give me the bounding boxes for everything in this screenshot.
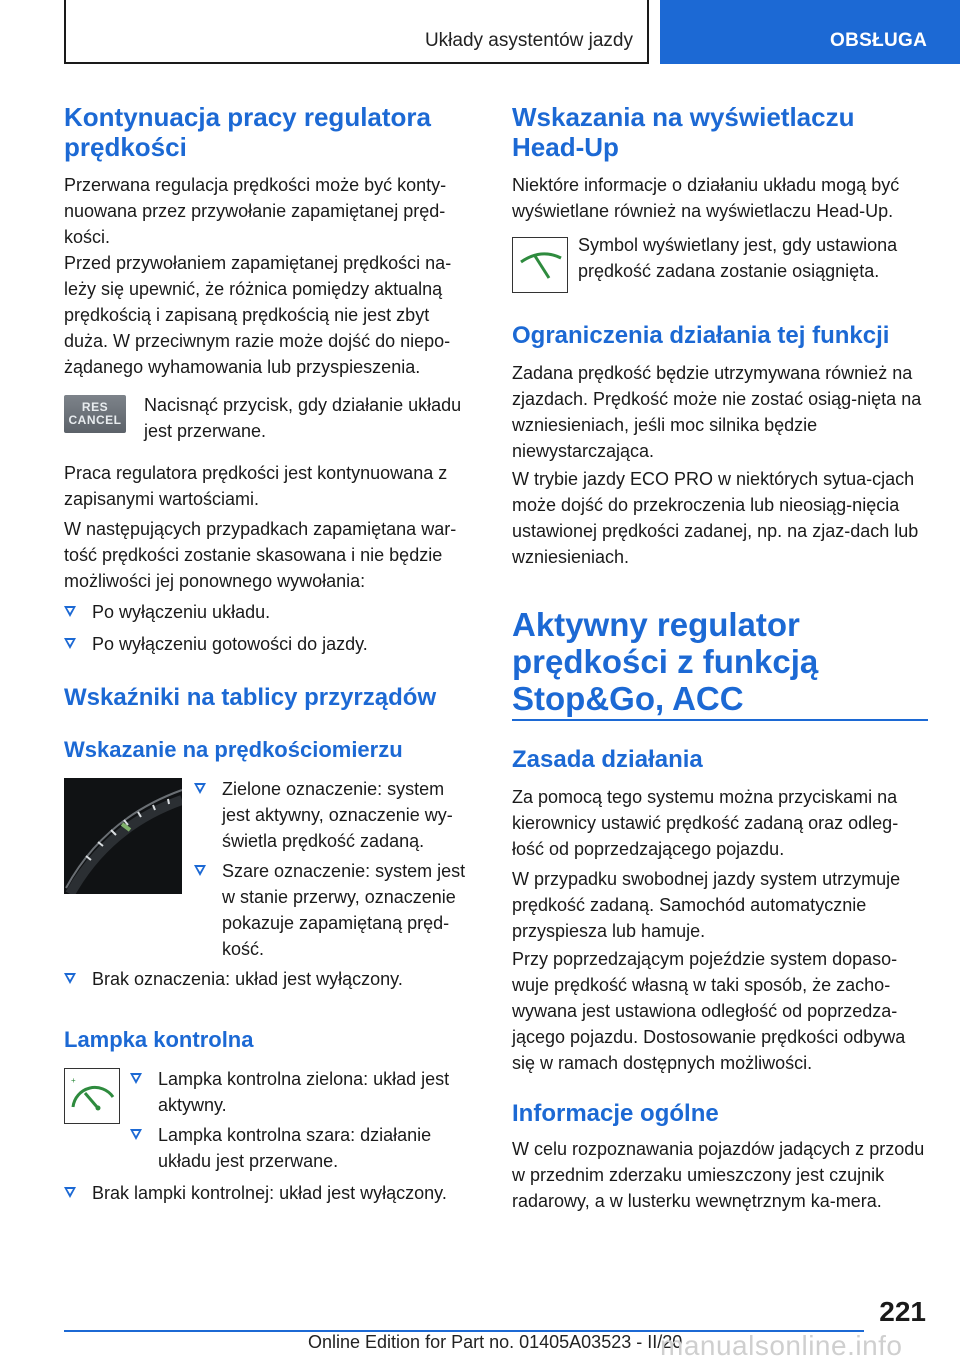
section-divider [512, 719, 928, 721]
edition-info: Online Edition for Part no. 01405A03523 - II/20 [308, 1332, 683, 1352]
paragraph-principle-2: W przypadku swobodnej jazdy system utrzymuje prędkość zadaną. Samochód automatycznie przyspiesza lub hamuje. [512, 869, 901, 941]
bullet-triangle-icon [64, 638, 76, 649]
list-item: Po wyłączeniu układu. [64, 599, 477, 625]
heading-hud: Wskazania na wyświetlaczu Head-Up [512, 102, 855, 162]
heading-general: Informacje ogólne [512, 1100, 719, 1127]
heading-lamp: Lampka kontrolna [64, 1027, 254, 1052]
list-item: Brak lampki kontrolnej: układ jest wyłączony. [64, 1180, 477, 1206]
section-title: Układy asystentów jazdy [424, 30, 633, 51]
bullet-triangle-icon [130, 1073, 142, 1084]
paragraph-continue-1: Przerwana regulacja prędkości może być konty-nuowana przez przywołanie zapamiętanej pręd-kości. [64, 175, 447, 247]
list-item: Lampka kontrolna szara: działanie układu jest przerwane. [130, 1122, 477, 1174]
watermark: manualsonline.info [660, 1330, 903, 1361]
list-item: Brak oznaczenia: układ jest wyłączony. [64, 966, 477, 992]
bullet-triangle-icon [64, 973, 76, 984]
paragraph-principle-3: Przy poprzedzającym pojeździe system dopaso-wuje prędkość własną w taki sposób, że zacho-wywana jest ustawiona odległość od poprzedza-jącego pojazdu. Dostosowanie prędkości odbywa się w ramach dostępnych możliwości. [512, 949, 906, 1073]
bullet-triangle-icon [130, 1129, 142, 1140]
paragraph-principle-1: Za pomocą tego systemu można przyciskami na kierownicy ustawić prędkość zadaną oraz odleg-łość od poprzedzającego pojazdu. [512, 787, 899, 859]
svg-text:+: + [71, 1076, 76, 1085]
paragraph-continue-2: Przed przywołaniem zapamiętanej prędkości na-leży się upewnić, że różnica pomiędzy aktualną prędkością i zapisaną prędkością nie jest zbyt duża. W przeciwnym razie może dojść do niepo-żądanego wyhamowania lub przyspieszenia. [64, 253, 452, 377]
hud-symbol-description: Symbol wyświetlany jest, gdy ustawiona prędkość zadana zostanie osiągnięta. [578, 235, 898, 281]
res-button-description: Nacisnąć przycisk, gdy działanie układu jest przerwane. [144, 395, 462, 441]
chapter-tab[interactable] [660, 0, 960, 64]
paragraph-hud: Niektóre informacje o działaniu układu mogą być wyświetlane również na wyświetlaczu Head-Up. [512, 175, 900, 221]
paragraph-limits-2: W trybie jazdy ECO PRO w niektórych sytua-cjach może dojść do przekroczenia lub nieosiąg-nięcia ustawionej prędkości zadanej, np. na zjaz-dach lub wzniesieniach. [512, 469, 919, 567]
header-frame [64, 0, 649, 64]
list-item: Zielone oznaczenie: system jest aktywny, oznaczenie wy-świetla prędkość zadaną. [194, 776, 477, 854]
list-item: Szare oznaczenie: system jest w stanie przerwy, oznaczenie pokazuje zapamiętaną pręd-kość. [194, 858, 477, 962]
page-number: 221 [879, 1296, 926, 1327]
heading-limits: Ograniczenia działania tej funkcji [512, 322, 890, 349]
paragraph-limits-1: Zadana prędkość będzie utrzymywana również na zjazdach. Prędkość może nie zostać osiąg-nięta na wzniesieniach, jeśli moc silnika będzie niewystarczająca. [512, 363, 922, 461]
heading-indicators: Wskaźniki na tablicy przyrządów [64, 684, 437, 711]
heading-principle: Zasada działania [512, 746, 703, 773]
bullet-triangle-icon [194, 865, 206, 876]
heading-continue: Kontynuacja pracy regulatora prędkości [64, 102, 431, 162]
list-item: Lampka kontrolna zielona: układ jest aktywny. [130, 1066, 477, 1118]
bullet-triangle-icon [194, 783, 206, 794]
paragraph-continue-3: Praca regulatora prędkości jest kontynuowana z zapisanymi wartościami. [64, 463, 448, 509]
chapter-tab-label: OBSŁUGA [830, 30, 928, 51]
bullet-triangle-icon [64, 606, 76, 617]
heading-speedometer: Wskazanie na prędkościomierzu [64, 737, 403, 762]
list-item: Po wyłączeniu gotowości do jazdy. [64, 631, 477, 657]
heading-acc: Aktywny regulator prędkości z funkcją Stop&Go, ACC [512, 606, 819, 717]
paragraph-continue-4: W następujących przypadkach zapamiętana war-tość prędkości zostanie skasowana i nie będzie możliwości jej ponownego wywołania: [64, 519, 457, 591]
paragraph-general: W celu rozpoznawania pojazdów jadących z przodu w przednim zderzaku umieszczony jest czujnik radarowy, a w lusterku wewnętrznym ka-mera. [512, 1139, 925, 1211]
bullet-triangle-icon [64, 1187, 76, 1198]
res-cancel-button-image: RES CANCEL [64, 395, 126, 433]
speedometer-image [64, 778, 182, 894]
cruise-control-lamp-icon [64, 1068, 120, 1124]
hud-speed-reached-icon [512, 237, 568, 293]
